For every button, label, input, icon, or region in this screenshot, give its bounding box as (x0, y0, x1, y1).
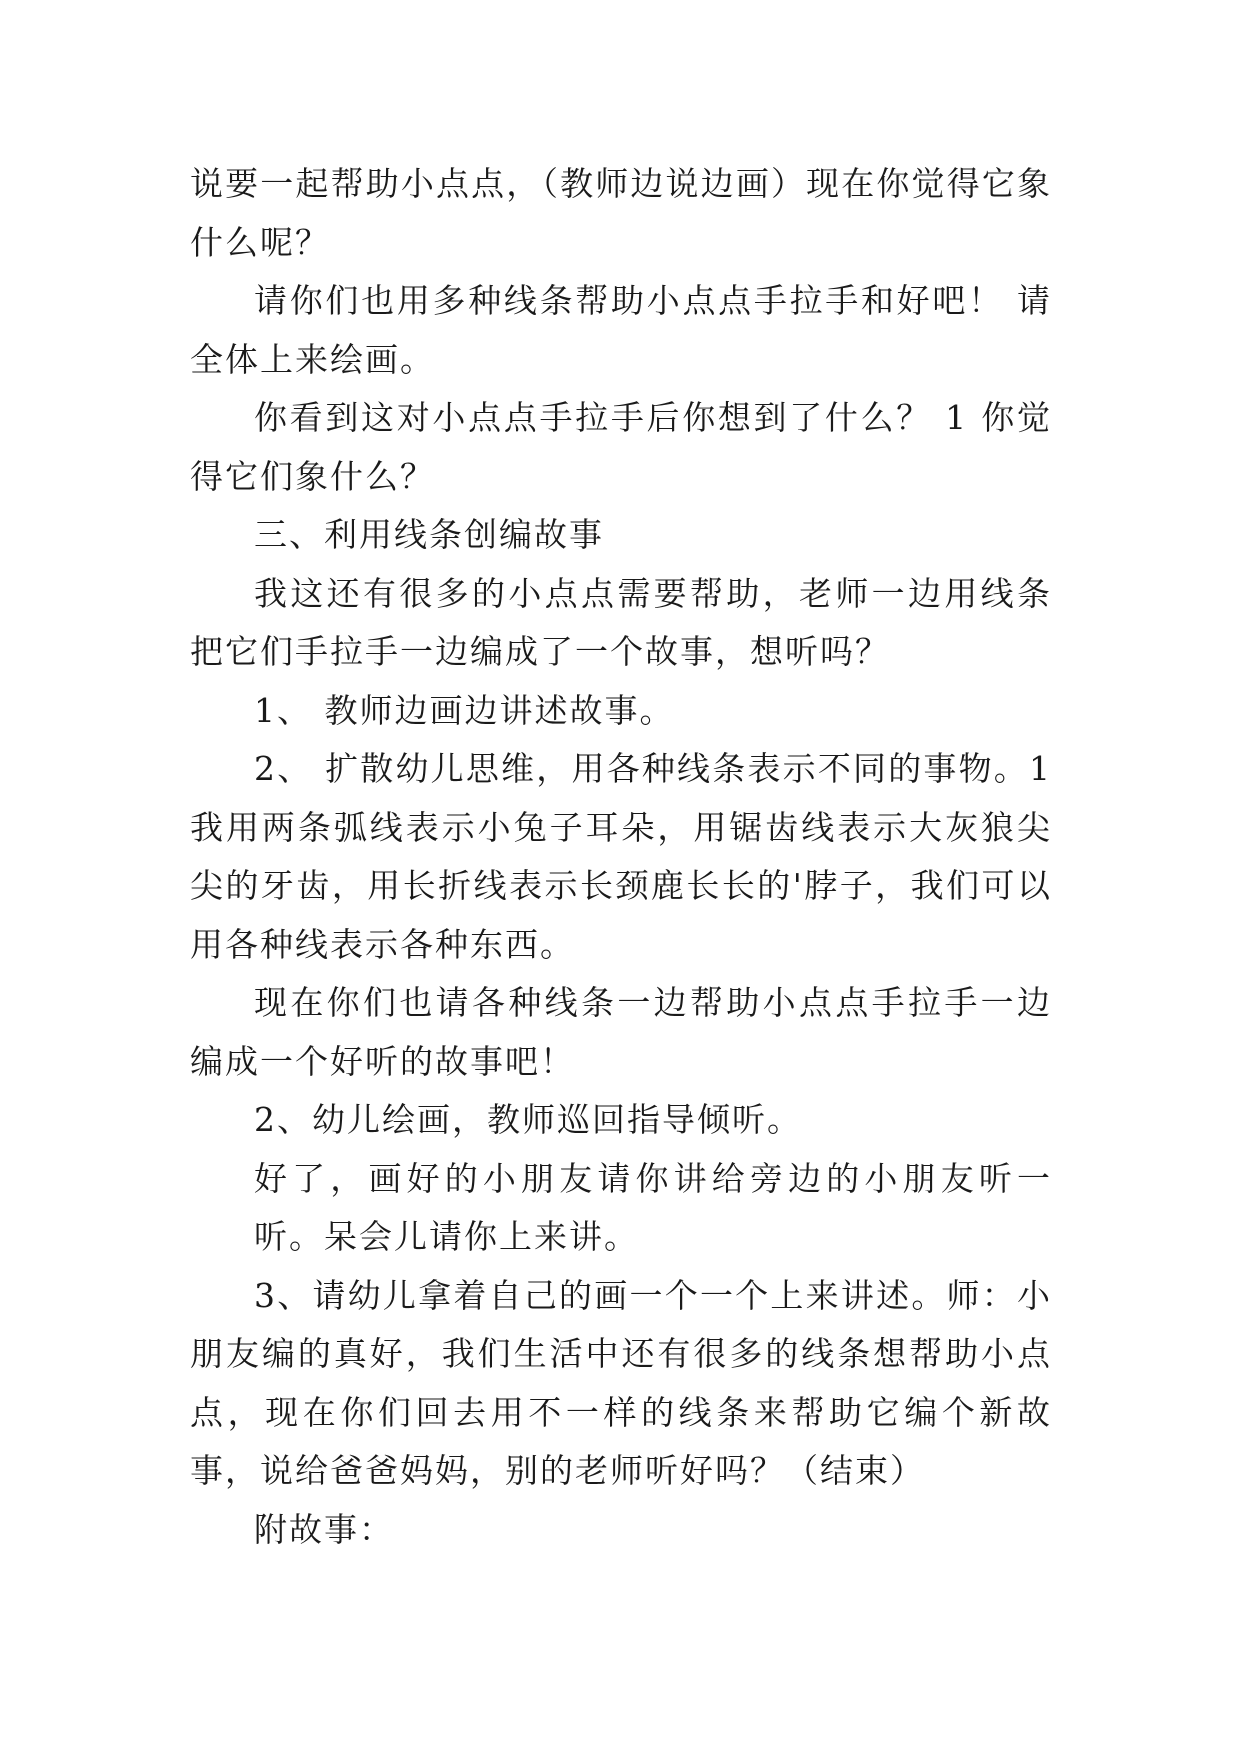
document-body (190, 155, 1052, 1559)
paragraph: 我这还有很多的小点点需要帮助，老师一边用线条把它们手拉手一边编成了一个故事，想听吗？ (190, 573, 1052, 671)
paragraph: 你看到这对小点点手拉手后你想到了什么？ 1 你觉得它们象什么？ (190, 398, 1052, 496)
section-heading: 三、利用线条创编故事 (254, 515, 604, 554)
appendix-heading: 附故事： (254, 1509, 394, 1549)
paragraph: 说要一起帮助小点点，（教师边说边画）现在你觉得它象什么呢？ (190, 164, 1052, 262)
list-item: 3、请幼儿拿着自己的画一个一个上来讲述。师：小朋友编的真好，我们生活中还有很多的线条想帮助小点点，现在你们回去用不一样的线条来帮助它编个新故事，说给爸爸妈妈，别的老师听好吗？（结束） (190, 1275, 1052, 1490)
list-item: 2、 扩散幼儿思维，用各种线条表示不同的事物。1 我用两条弧线表示小兔子耳朵，用锯齿线表示大灰狼尖尖的牙齿，用长折线表示长颈鹿长长的'脖子，我们可以用各种线表示各种东西。 (190, 749, 1052, 964)
list-item: 1、 教师边画边讲述故事。 (254, 690, 675, 730)
paragraph: 好了，画好的小朋友请你讲给旁边的小朋友听一听。呆会儿请你上来讲。 (254, 1158, 1052, 1256)
paragraph: 现在你们也请各种线条一边帮助小点点手拉手一边编成一个好听的故事吧！ (190, 983, 1052, 1081)
list-item: 2、幼儿绘画，教师巡回指导倾听。 (254, 1100, 802, 1139)
paragraph: 请你们也用多种线条帮助小点点手拉手和好吧！ 请全体上来绘画。 (190, 281, 1052, 379)
